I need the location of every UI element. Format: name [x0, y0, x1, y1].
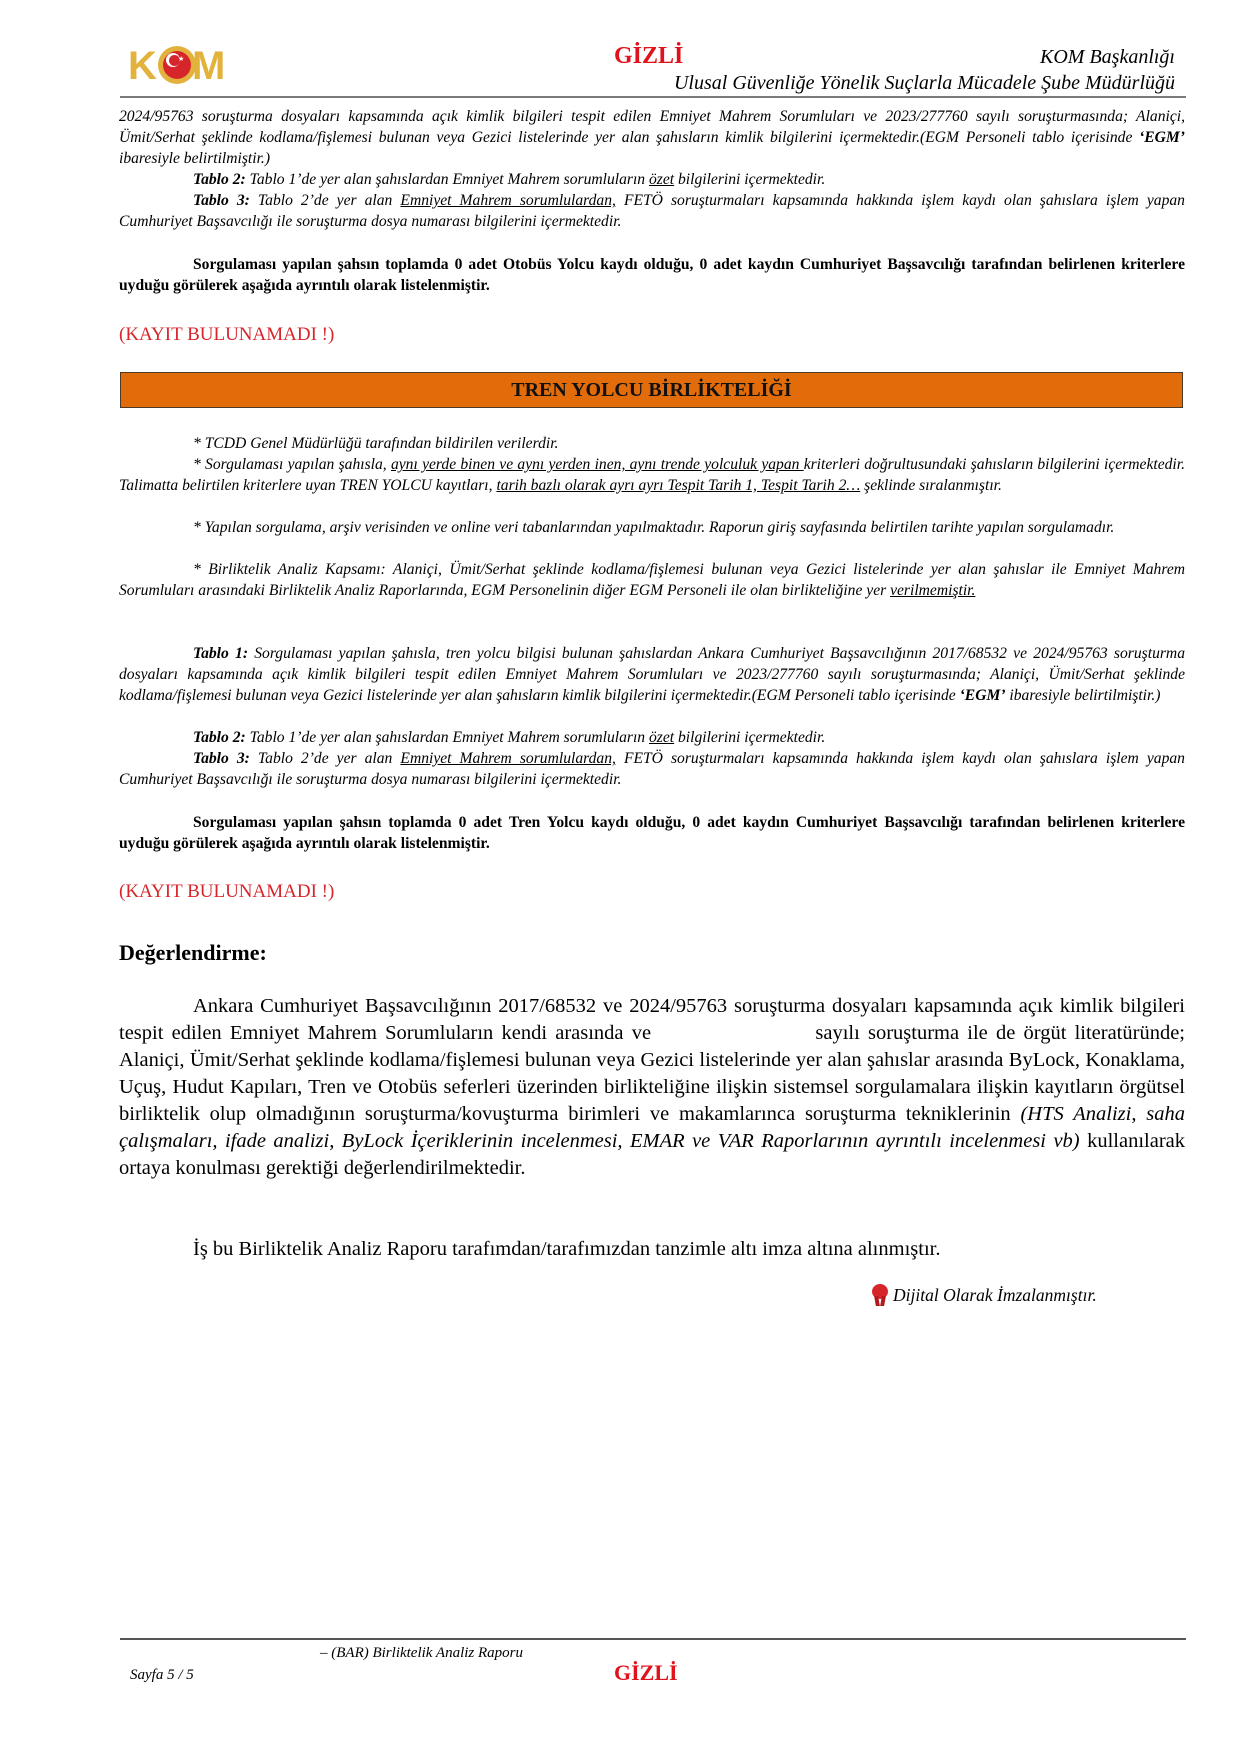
tren-no-record: (KAYIT BULUNAMADI !)	[119, 881, 335, 902]
header-divider	[120, 96, 1186, 98]
tren-note-source: * TCDD Genel Müdürlüğü tarafından bildirilen verilerdir.	[193, 435, 559, 452]
tren-section-header	[120, 372, 1183, 408]
tren-tablo1-note: Tablo 1: Sorgulaması yapılan şahısla, tren yolcu bilgisi bulunan şahıslardan Ankara Cumhuriyet Başsavcılığının 2017/68532 ve 2024/95763 soruşturma dosyaları kapsamında açık kimlik bilgileri tespit edilen Emniyet Mahrem Sorumluları ve 2023/277760 sayılı soruşturmasında; Alaniçi, Ümit/Serhat şeklinde kodlama/fişlemesi bulunan veya Gezici listelerinde yer alan şahısların kimlik bilgilerini içermektedir.(EGM Personeli tablo içerisinde ‘EGM’ ibaresiyle belirtilmiştir.)	[119, 645, 1185, 704]
tren-note-query: * Yapılan sorgulama, arşiv verisinden ve online veri tabanlarından yapılmaktadır. Raporun giriş sayfasında belirtilen tarihte yapılan sorgulamadır.	[193, 519, 1115, 536]
evaluation-paragraph: Ankara Cumhuriyet Başsavcılığının 2017/68532 ve 2024/95763 soruşturma dosyaları kapsamında açık kimlik bilgileri tespit edilen Emniyet Mahrem Sorumluların kendi arasında ve sayılı soruşturma ile de örgüt literatüründe; Alaniçi, Ümit/Serhat şeklinde kodlama/fişlemesi bulunan veya Gezici listelerinde yer alan şahıslar arasında ByLock, Konaklama, Uçuş, Hudut Kapıları, Tren ve Otobüs seferleri üzerinden birlikteliğine ilişkin sistemsel sorgulamalara ilişkin kayıtların örgütsel birliktelik olup olmadığının soruşturma/kovuşturma birimleri ve makamlarınca soruşturma tekniklerinin (HTS Analizi, saha çalışmaları, ifade analizi, ByLock İçeriklerinin incelenmesi, EMAR ve VAR Raporlarının ayrıntılı incelenmesi vb) kullanılarak ortaya konulması gerektiği değerlendirilmektedir.	[119, 995, 1185, 1179]
otobus-tablo3-note: Tablo 3: Tablo 2’de yer alan Emniyet Mahrem sorumlulardan, FETÖ soruşturmaları kapsamında hakkında işlem kaydı olan şahıslara işlem yapan Cumhuriyet Başsavcılığı ile soruşturma dosya numarası bilgilerini içermektedir.	[119, 192, 1185, 230]
logo-letter-m: M	[192, 44, 225, 88]
kom-logo	[128, 44, 234, 88]
tren-note-criteria: * Sorgulaması yapılan şahısla, aynı yerde binen ve aynı yerden inen, aynı trende yolculuk yapan kriterleri doğrultusundaki şahısların bilgilerini içermektedir. Talimatta belirtilen kriterlere uyan TREN YOLCU kayıtları, tarih bazlı olarak ayrı ayrı Tespit Tarih 1, Tespit Tarih 2… şeklinde sıralanmıştır.	[119, 456, 1185, 494]
otobus-tablo2-note: Tablo 2: Tablo 1’de yer alan şahıslardan Emniyet Mahrem sorumluların özet bilgilerini içermektedir.	[193, 171, 826, 188]
crescent-star-icon: ★	[158, 46, 196, 84]
tren-tablo3-note: Tablo 3: Tablo 2’de yer alan Emniyet Mahrem sorumlulardan, FETÖ soruşturmaları kapsamında hakkında işlem kaydı olan şahıslara işlem yapan Cumhuriyet Başsavcılığı ile soruşturma dosya numarası bilgilerini içermektedir.	[119, 750, 1185, 788]
redacted-area	[659, 1026, 807, 1042]
tren-tablo2-note: Tablo 2: Tablo 1’de yer alan şahıslardan Emniyet Mahrem sorumluların özet bilgilerini içermektedir.	[193, 729, 826, 746]
footer-classification: GİZLİ	[614, 1660, 678, 1685]
tren-summary: Sorgulaması yapılan şahsın toplamda 0 adet Tren Yolcu kaydı olduğu, 0 adet kaydın Cumhuriyet Başsavcılığı tarafından belirlenen kriterlere uyduğu görülerek aşağıda ayrıntılı olarak listelenmiştir.	[119, 814, 1185, 852]
digital-signature	[872, 1284, 1097, 1306]
org-name: KOM Başkanlığı	[1040, 46, 1175, 68]
classification-label: GİZLİ	[614, 43, 684, 69]
department-name: Ulusal Güvenliğe Yönelik Suçlarla Mücadele Şube Müdürlüğü	[673, 72, 1175, 94]
logo-letter-k: K	[128, 44, 156, 88]
page-number: Sayfa 5 / 5	[130, 1667, 194, 1683]
footer-report-title: – (BAR) Birliktelik Analiz Raporu	[320, 1645, 524, 1661]
tren-note-scope: * Birliktelik Analiz Kapsamı: Alaniçi, Ümit/Serhat şeklinde kodlama/fişlemesi bulunan veya Gezici listelerinde yer alan şahıslar ile Emniyet Mahrem Sorumluları arasındaki Birliktelik Analiz Raporlarında, EGM Personelinin diğer EGM Personeli ile olan birlikteliğine yer verilmemiştir.	[119, 561, 1185, 599]
signature-text: Dijital Olarak İmzalanmıştır.	[893, 1285, 1097, 1305]
evaluation-closing: İş bu Birliktelik Analiz Raporu tarafımdan/tarafımızdan tanzimle altı imza altına alınmıştır.	[193, 1238, 941, 1260]
evaluation-heading: Değerlendirme:	[119, 940, 267, 965]
section-title: TREN YOLCU BİRLİKTELİĞİ	[511, 378, 792, 401]
otobus-tablo1-continuation: 2024/95763 soruşturma dosyaları kapsamında açık kimlik bilgileri tespit edilen Emniyet Mahrem Sorumluları ve 2023/277760 sayılı soruşturmasında; Alaniçi, Ümit/Serhat şeklinde kodlama/fişlemesi bulunan veya Gezici listelerinde yer alan şahısların kimlik bilgilerini içermektedir.(EGM Personeli tablo içerisinde ‘EGM’ ibaresiyle belirtilmiştir.)	[119, 108, 1185, 167]
footer-divider	[120, 1638, 1186, 1640]
otobus-summary: Sorgulaması yapılan şahsın toplamda 0 adet Otobüs Yolcu kaydı olduğu, 0 adet kaydın Cumhuriyet Başsavcılığı tarafından belirlenen kriterlere uyduğu görülerek aşağıda ayrıntılı olarak listelenmiştir.	[119, 256, 1185, 294]
seal-ribbon-icon	[872, 1284, 888, 1306]
otobus-no-record: (KAYIT BULUNAMADI !)	[119, 324, 335, 345]
page-header	[0, 0, 1241, 100]
